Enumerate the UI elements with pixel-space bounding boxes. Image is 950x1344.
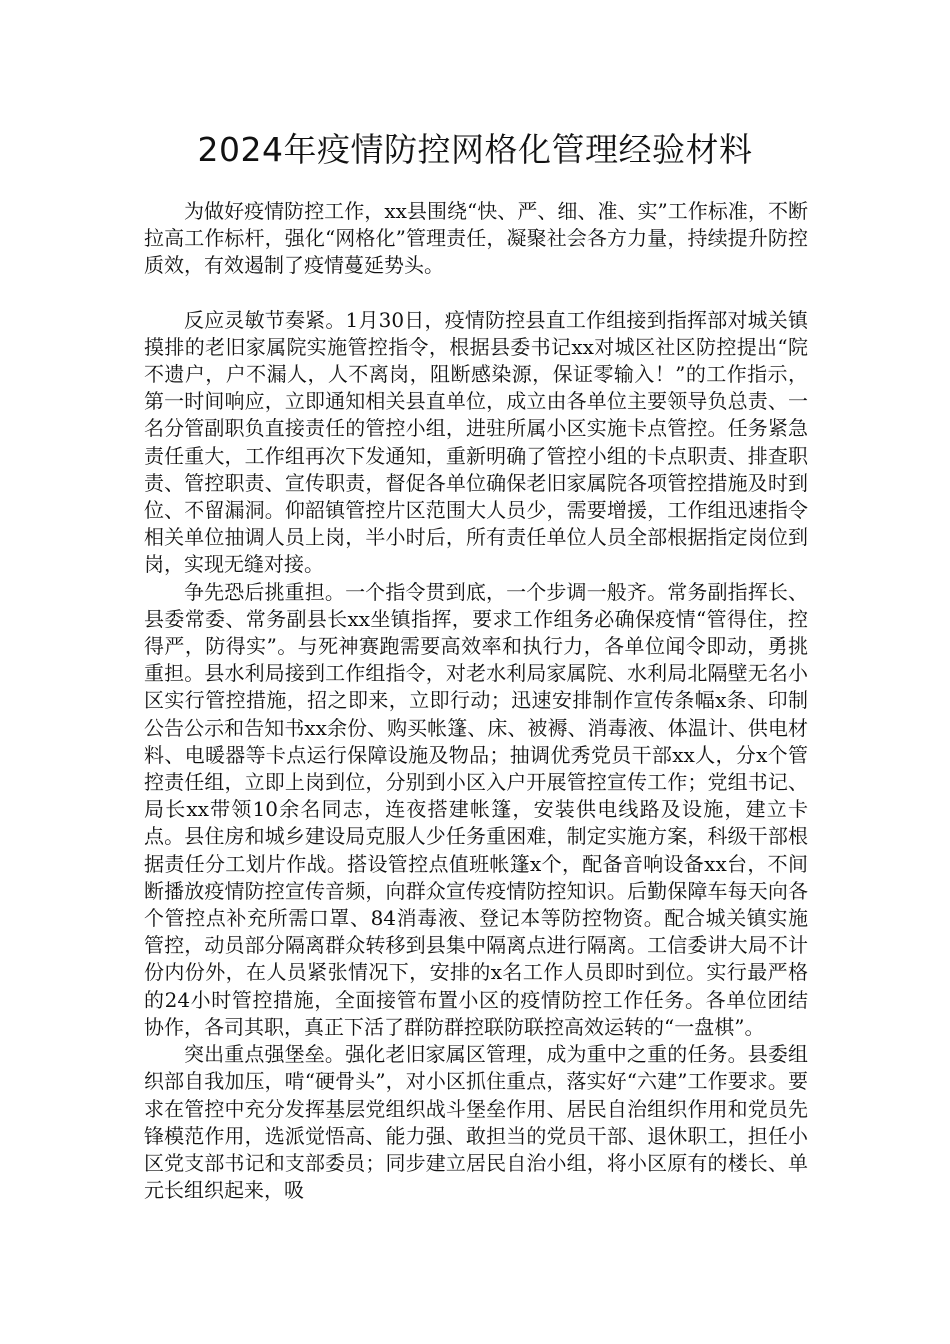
intro-paragraph: 为做好疫情防控工作，xx县围绕“快、严、细、准、实”工作标准，不断拉高工作标杆，强化“网格化”管理责任，凝聚社会各方力量，持续提升防控质效，有效遏制了疫情蔓延势头。 [144,199,808,278]
paragraph-strengthen-bastion: 突出重点强堡垒。强化老旧家属区管理，成为重中之重的任务。县委组织部自我加压，啃“硬骨头”，对小区抓住重点，落实好“六建”工作要求。要求在管控中充分发挥基层党组织战斗堡垒作用、居民自治组织作用和党员先锋模范作用，选派觉悟高、能力强、敢担当的党员干部、退休职工，担任小区党支部书记和支部委员；同步建立居民自治小组，将小区原有的楼长、单元长组织起来，吸 [144,1042,808,1203]
paragraph-rapid-response: 反应灵敏节奏紧。1月30日，疫情防控县直工作组接到指挥部对城关镇摸排的老旧家属院实施管控指令，根据县委书记xx对城区社区防控提出“院不遗户，户不漏人，人不离岗，阻断感染源，保证零输入！”的工作指示，第一时间响应，立即通知相关县直单位，成立由各单位主要领导负总责、一名分管副职负直接责任的管控小组，进驻所属小区实施卡点管控。任务紧急责任重大，工作组再次下发通知，重新明确了管控小组的卡点职责、排查职责、管控职责、宣传职责，督促各单位确保老旧家属院各项管控措施及时到位、不留漏洞。仰韶镇管控片区范围大人员少，需要增援，工作组迅速指令相关单位抽调人员上岗，半小时后，所有责任单位人员全部根据指定岗位到岗，实现无缝对接。 [144,307,808,577]
paragraph-take-responsibility: 争先恐后挑重担。一个指令贯到底，一个步调一般齐。常务副指挥长、县委常委、常务副县长xx坐镇指挥，要求工作组务必确保疫情“管得住，控得严，防得实”。与死神赛跑需要高效率和执行力，各单位闻令即动，勇挑重担。县水利局接到工作组指令，对老水利局家属院、水利局北隔壁无名小区实行管控措施，招之即来，立即行动；迅速安排制作宣传条幅x条、印制公告公示和告知书xx余份、购买帐篷、床、被褥、消毒液、体温计、供电材料、电暖器等卡点运行保障设施及物品；抽调优秀党员干部xx人，分x个管控责任组，立即上岗到位，分别到小区入户开展管控宣传工作；党组书记、局长xx带领10余名同志，连夜搭建帐篷，安装供电线路及设施，建立卡点。县住房和城乡建设局克服人少任务重困难，制定实施方案，科级干部根据责任分工划片作战。搭设管控点值班帐篷x个，配备音响设备xx台，不间断播放疫情防控宣传音频，向群众宣传疫情防控知识。后勤保障车每天向各个管控点补充所需口罩、84消毒液、登记本等防控物资。配合城关镇实施管控，动员部分隔离群众转移到县集中隔离点进行隔离。工信委讲大局不计份内份外，在人员紧张情况下，安排的x名工作人员即时到位。实行最严格的24小时管控措施，全面接管布置小区的疫情防控工作任务。各单位团结协作，各司其职，真正下活了群防群控联防联控高效运转的“一盘棋”。 [144,579,808,1039]
document-title: 2024年疫情防控网格化管理经验材料 [197,130,753,169]
document-body [144,198,808,1204]
